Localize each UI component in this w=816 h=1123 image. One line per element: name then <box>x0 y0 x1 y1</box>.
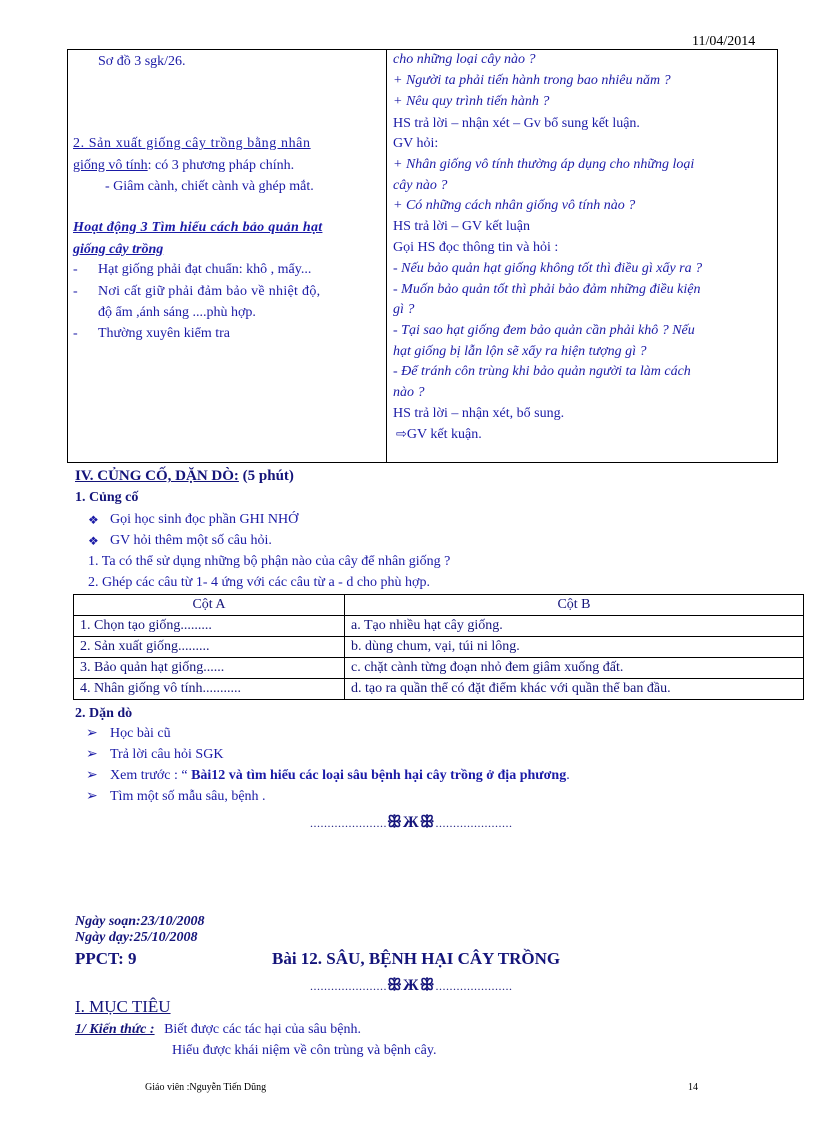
section4-sub1: 1. Củng cố <box>75 490 139 505</box>
right-line: Gọi HS đọc thông tin và hỏi : <box>393 240 559 255</box>
right-line: nào ? <box>393 385 425 400</box>
task-item: ➢ Trả lời câu hỏi SGK <box>110 745 223 765</box>
list-item: Thường xuyên kiểm tra <box>98 326 231 341</box>
list-item: độ ẩm ,ánh sáng ....phù hợp. <box>98 305 256 320</box>
section4-sub2: 2. Dặn dò <box>75 706 133 721</box>
arrow-right-icon: ⇨ <box>396 426 407 441</box>
table-left-border <box>67 49 68 463</box>
table-row <box>74 679 804 700</box>
activity3-title-line2: giống cây trồng <box>73 242 164 257</box>
section2-title-line1: 2. Sản xuất giống cây trồng bằng nhân <box>73 136 311 151</box>
ornament-divider: ......................ꕥЖꕥ...................... <box>310 977 513 994</box>
right-line: HS trả lời – nhận xét, bổ sung. <box>393 406 565 421</box>
lesson-title: Bài 12. SÂU, BỆNH HẠI CÂY TRỒNG <box>272 949 561 968</box>
table-cell: 4. Nhân giống vô tính........... <box>74 679 345 700</box>
right-line: - Tại sao hạt giống đem bảo quản cần phải khô ? Nếu <box>393 323 695 338</box>
header-date: 11/04/2014 <box>692 34 756 49</box>
teach-date: Ngày dạy:25/10/2008 <box>75 930 198 945</box>
section2-methods: - Giâm cành, chiết cành và ghép mắt. <box>105 179 314 194</box>
right-line: - Muốn bảo quản tốt thì phải bảo đảm những điều kiện <box>393 282 701 297</box>
list-dash: - <box>73 262 78 277</box>
column-a-header: Cột A <box>74 595 345 616</box>
table-row <box>74 616 804 637</box>
table-middle-border <box>386 49 387 463</box>
sgk-reference: Sơ đồ 3 sgk/26. <box>98 54 186 69</box>
activity3-title-line1: Hoạt động 3 Tìm hiểu cách bảo quản hạt <box>73 220 323 235</box>
knowledge-line-2: Hiểu được khái niệm về côn trùng và bệnh cây. <box>172 1043 437 1058</box>
table-cell: c. chặt cành từng đoạn nhỏ đem giâm xuống đất. <box>345 658 804 679</box>
right-line: HS trả lời – nhận xét – Gv bổ sung kết luận. <box>393 116 640 131</box>
ppct: PPCT: 9 <box>75 949 137 968</box>
section4-heading: IV. CỦNG CỐ, DẶN DÒ: (5 phút) <box>75 468 294 484</box>
list-dash: - <box>73 284 78 299</box>
ornament-icon: ꕥЖꕥ <box>387 977 436 994</box>
list-item: Nơi cất giữ phải đảm bảo về nhiệt độ, <box>98 284 321 299</box>
knowledge-line: 1/ Kiến thức : Biết được các tác hại của sâu bệnh. <box>75 1022 361 1037</box>
table-cell: 3. Bảo quản hạt giống...... <box>74 658 345 679</box>
task-item: ➢ Tìm một số mẫu sâu, bệnh . <box>110 787 266 807</box>
right-line: GV hỏi: <box>393 136 439 151</box>
table-right-border <box>777 49 778 463</box>
right-line: gì ? <box>393 302 415 317</box>
footer-teacher: Giáo viên :Nguyễn Tiến Dũng <box>145 1082 267 1093</box>
table-bottom-border <box>67 462 778 463</box>
section2-title-line2: giống vô tính: có 3 phương pháp chính. <box>73 158 295 173</box>
right-line: cây nào ? <box>393 178 448 193</box>
right-line: + Nêu quy trình tiến hành ? <box>393 94 550 109</box>
footer-page-number: 14 <box>688 1082 698 1093</box>
column-b-header: Cột B <box>345 595 804 616</box>
right-line: - Để tránh côn trùng khi bảo quản người ta làm cách <box>393 364 691 379</box>
list-item: Hạt giống phải đạt chuẩn: khô , mẩy... <box>98 262 312 277</box>
question-line: 1. Ta có thể sử dụng những bộ phận nào của cây để nhân giống ? <box>88 554 451 569</box>
table-row <box>74 658 804 679</box>
right-line: + Người ta phải tiến hành trong bao nhiêu năm ? <box>393 73 671 88</box>
bullet-item: ❖ GV hỏi thêm một số câu hỏi. <box>110 531 272 551</box>
table-cell: a. Tạo nhiều hạt cây giống. <box>345 616 804 637</box>
right-line: hạt giống bị lẫn lộn sẽ xẩy ra hiện tượng gì ? <box>393 344 647 359</box>
table-cell: 1. Chọn tạo giống......... <box>74 616 345 637</box>
prep-date: Ngày soạn:23/10/2008 <box>75 914 205 929</box>
ornament-divider: ......................ꕥЖꕥ...................... <box>310 814 513 831</box>
task-item: ➢ Xem trước : “ Bài12 và tìm hiểu các loại sâu bệnh hại cây trồng ở địa phương. <box>110 766 570 786</box>
table-row <box>74 637 804 658</box>
right-line: HS trả lời – GV kết luận <box>393 219 531 234</box>
question-line: 2. Ghép các câu từ 1- 4 ứng với các câu từ a - d cho phù hợp. <box>88 575 430 590</box>
matching-table <box>73 594 804 700</box>
conclusion-line: ⇨GV kết kuận. <box>396 426 482 442</box>
right-line: + Có những cách nhân giống vô tính nào ? <box>393 198 636 213</box>
objectives-heading: I. MỤC TIÊU <box>75 997 171 1016</box>
bullet-item: ❖ Gọi học sinh đọc phần GHI NHỚ <box>110 510 298 530</box>
list-dash: - <box>73 326 78 341</box>
ornament-icon: ꕥЖꕥ <box>387 814 436 831</box>
right-line: - Nếu bảo quản hạt giống không tốt thì điều gì xẩy ra ? <box>393 261 703 276</box>
table-cell: b. dùng chum, vại, túi ni lông. <box>345 637 804 658</box>
table-cell: 2. Sản xuất giống......... <box>74 637 345 658</box>
table-cell: d. tạo ra quần thể có đặt điểm khác với quần thể ban đầu. <box>345 679 804 700</box>
right-line: cho những loại cây nào ? <box>393 52 536 67</box>
right-line: + Nhân giống vô tính thường áp dụng cho những loại <box>393 157 695 172</box>
task-item: ➢ Học bài cũ <box>110 724 171 744</box>
